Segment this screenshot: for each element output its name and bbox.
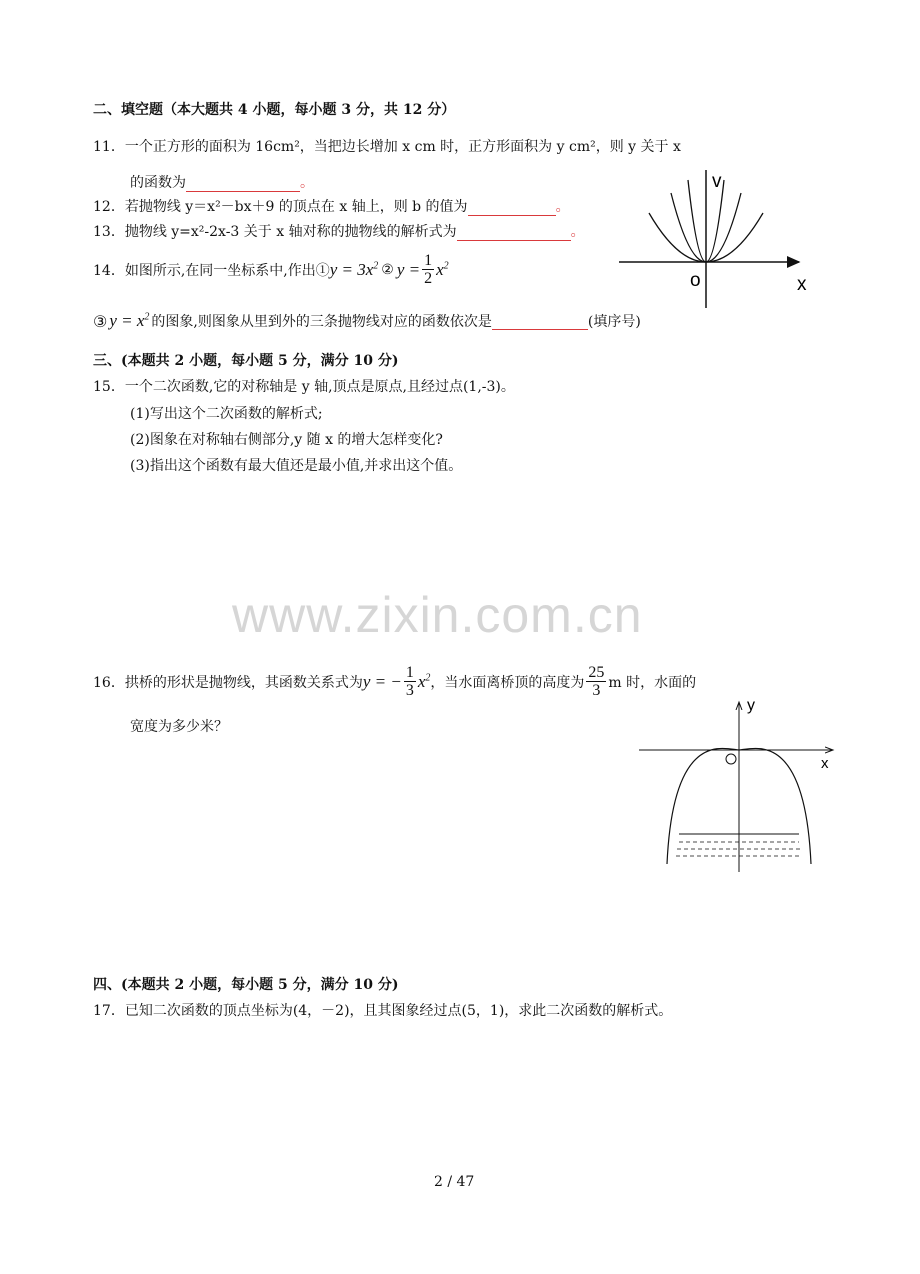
question-15-part3: (3)指出这个函数有最大值还是最小值,并求出这个值。 xyxy=(130,458,463,474)
question-11-line1: 11．一个正方形的面积为 16cm²，当把边长增加 x cm 时，正方形面积为 y cm²，则 y 关于 x xyxy=(93,139,681,155)
question-11-text: 的函数为 xyxy=(130,175,186,191)
circle-2: ② xyxy=(381,261,394,278)
question-16-mid: ，当水面离桥顶的高度为 xyxy=(430,674,585,691)
y-axis-label: y xyxy=(747,697,755,714)
question-12 xyxy=(93,196,570,216)
answer-blank-13[interactable] xyxy=(457,224,571,241)
question-16-line2: 宽度为多少米？ xyxy=(130,719,228,735)
question-15: 15．一个二次函数,它的对称轴是 y 轴,顶点是原点,且经过点(1,-3)。 xyxy=(93,379,515,395)
question-16-line1 xyxy=(93,664,696,699)
circle-3: ③ xyxy=(93,311,108,331)
question-15-part2: (2)图象在对称轴右侧部分,y 随 x 的增大怎样变化? xyxy=(130,432,443,448)
answer-blank-11[interactable] xyxy=(186,175,300,192)
question-16-suffix: m 时，水面的 xyxy=(608,674,697,691)
question-14-text: 的图象,则图象从里到外的三条抛物线对应的函数依次是 xyxy=(151,314,492,330)
question-13 xyxy=(93,221,585,241)
question-12-text: 12．若抛物线 y＝x²－bx＋9 的顶点在 x 轴上，则 b 的值为 xyxy=(93,199,468,215)
formula-16-lhs: y = − xyxy=(362,671,402,691)
page-number: 2 / 47 xyxy=(434,1174,475,1190)
x-axis-label: x xyxy=(821,755,829,772)
watermark: www.zixin.com.cn xyxy=(232,587,643,643)
formula-1: $y = 3x^2$ xyxy=(329,259,379,279)
section-4-heading: 四、(本题共 2 小题，每小题 5 分，满分 10 分) xyxy=(93,977,399,993)
question-14-suffix: (填序号) xyxy=(587,314,641,330)
question-13-text: 13．抛物线 y=x²-2x-3 关于 x 轴对称的抛物线的解析式为 xyxy=(93,224,457,240)
figure-parabolas xyxy=(615,160,815,310)
question-14-line1 xyxy=(93,252,449,287)
question-15-part1: (1)写出这个二次函数的解析式; xyxy=(130,406,323,422)
section-3-heading: 三、(本题共 2 小题，每小题 5 分，满分 10 分) xyxy=(93,353,399,369)
y-axis-label: v xyxy=(712,171,722,192)
fraction-third: $\frac{1}{3}$ xyxy=(405,664,414,699)
origin-label: o xyxy=(690,270,701,291)
section-2-heading: 二、填空题（本大题共 4 小题，每小题 3 分，共 12 分） xyxy=(93,102,456,118)
question-14-prefix: 14．如图所示,在同一坐标系中,作出① xyxy=(93,262,330,279)
question-11-line2 xyxy=(130,172,314,192)
figure-arch-bridge xyxy=(635,692,840,874)
formula-16-rhs: $x^2$ xyxy=(417,671,431,691)
formula-2-rhs: $x^2$ xyxy=(436,259,449,279)
answer-blank-14[interactable] xyxy=(492,313,588,330)
fraction-half: $\frac{1}{2}$ xyxy=(424,252,433,287)
fraction-height: $\frac{25}{3}$ xyxy=(588,664,605,699)
question-12-end: 。 xyxy=(555,199,570,215)
formula-3: $y = x^2$ xyxy=(109,311,150,330)
question-17: 17．已知二次函数的顶点坐标为(4，－2)，且其图象经过点(5，1)，求此二次函数的解析式。 xyxy=(93,1003,673,1019)
answer-blank-12[interactable] xyxy=(468,199,556,216)
origin-label: O xyxy=(719,755,729,769)
question-11-end: 。 xyxy=(300,175,314,191)
formula-2-lhs: y = xyxy=(396,259,421,279)
question-14-line2 xyxy=(93,311,641,331)
x-axis-label: x xyxy=(797,274,807,295)
question-16-prefix: 16．拱桥的形状是抛物线，其函数关系式为 xyxy=(93,674,363,691)
origin-marker xyxy=(726,754,736,764)
question-13-end: 。 xyxy=(570,224,585,240)
